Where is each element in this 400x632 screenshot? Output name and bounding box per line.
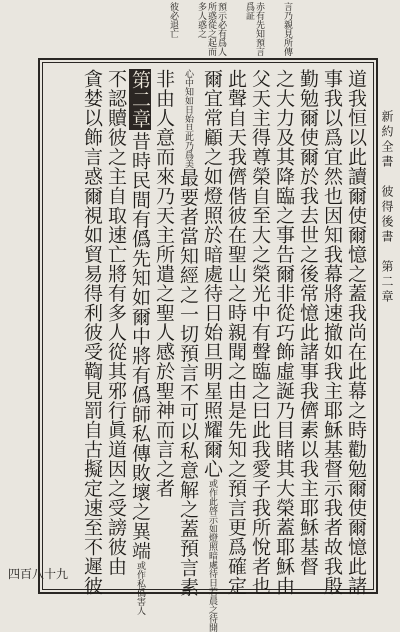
column-text: 昔時民間有僞先知如爾中將有僞師私傳敗壞之異端 xyxy=(129,131,151,561)
headnote-3: 預示必有爲人所惑從之起而多人惑之 xyxy=(196,2,226,56)
running-head: 新約全書 彼得後書 第二章 xyxy=(380,110,394,305)
headnotes xyxy=(44,2,292,57)
text-column-with-note xyxy=(201,69,223,632)
interlinear-note: 或作此啓示如燈照暗處待日若晨之待開 xyxy=(207,478,217,632)
text-column: 之大力及其降臨之事告爾非從巧飾虛誕乃目睹其大榮蓋耶穌由 xyxy=(273,69,295,596)
page-number: 四百八十九 xyxy=(8,567,69,581)
text-column-chapter xyxy=(129,69,151,615)
headnote-1: 言乃親見所傳 xyxy=(282,2,292,56)
text-column: 不認贖彼之主自取速亡將有多人從其邪行眞道因之受謗彼由 xyxy=(105,69,127,576)
body-text xyxy=(49,69,367,632)
text-column: 道我恒以此讀爾使爾憶之蓋我尚在此幕之時勸勉爾使爾憶此諸 xyxy=(345,69,367,596)
text-frame xyxy=(38,58,378,632)
headnote-4: 彼必退亡 xyxy=(168,2,178,38)
text-column: 勤勉爾使爾於我去世之後常憶此諸事我儕素以我主耶穌基督 xyxy=(297,69,319,576)
headnote-2: 赤有先知預言爲証 xyxy=(244,2,264,56)
text-frame-inner xyxy=(42,62,374,632)
column-text: 爾宜常顧之如燈照於暗處待日始旦明星照耀爾心 xyxy=(201,69,223,479)
text-column: 事我以爲宜然也因知我幕將速撤如我主耶穌基督示我者故我殷 xyxy=(321,69,343,596)
text-column: 此聲自天我儕偕彼在聖山之時親聞之由是先知之預言更爲確定 xyxy=(225,69,247,596)
column-text: 最要者當知經之一切預言不可以私意解之蓋預言素 xyxy=(177,168,199,597)
chapter-heading: 第二章 xyxy=(129,70,151,129)
interlinear-note: 或作私僞害人 xyxy=(135,560,145,615)
text-column-with-note xyxy=(177,69,199,597)
text-column: 貪婪以飾言惑爾視如貿易得利彼受鞫見罰自古擬定速至不遲彼 xyxy=(81,69,103,596)
text-column: 父天主得尊榮自至大之榮光中有聲臨之曰此我愛子我所悅者也 xyxy=(249,69,271,596)
text-column: 非由人意而來乃天主所遣之聖人感於聖神而言之者 xyxy=(153,69,175,498)
interlinear-note: 心中知如日始旦此乃爲美 xyxy=(183,69,193,168)
